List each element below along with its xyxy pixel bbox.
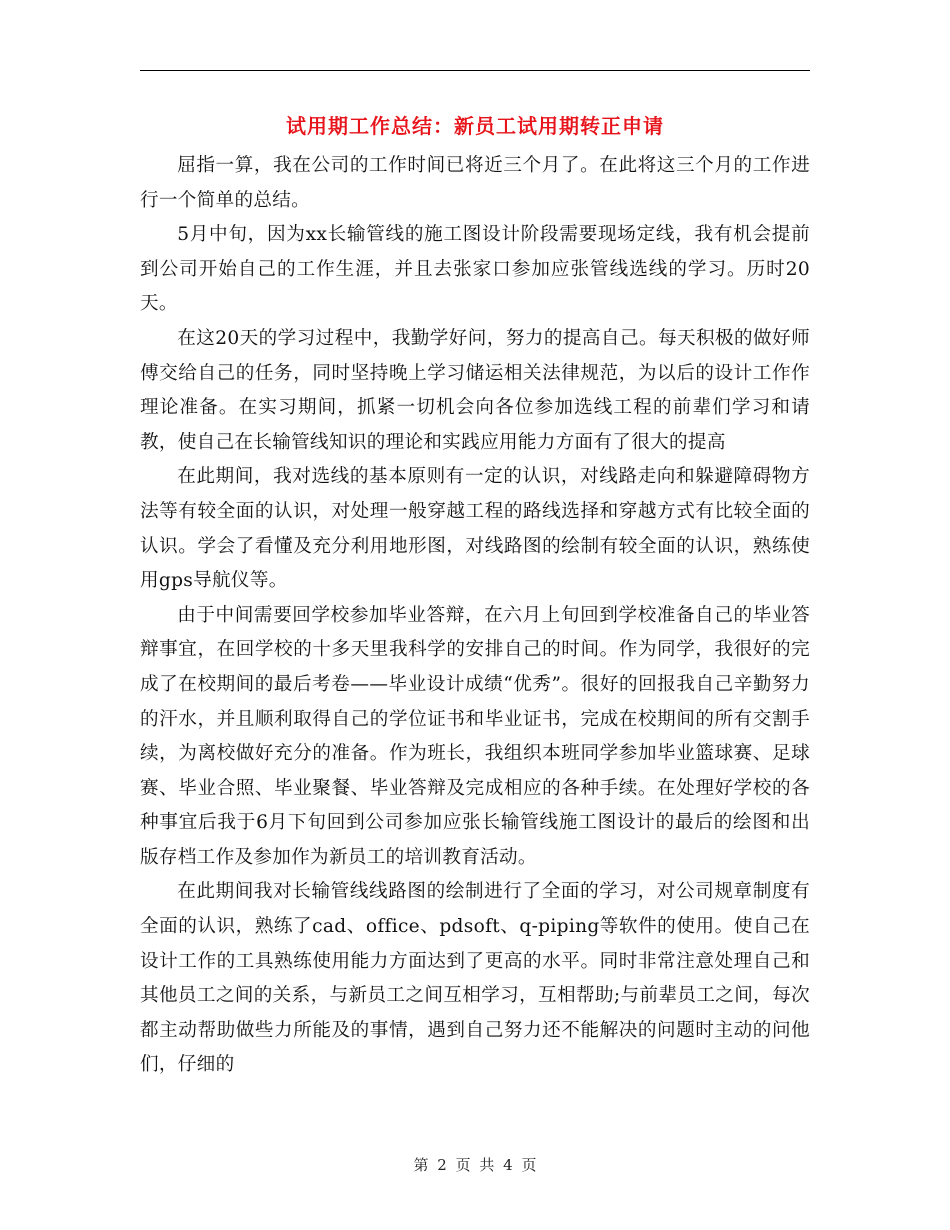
paragraph-3: 在这20天的学习过程中，我勤学好问，努力的提高自己。每天积极的做好师傅交给自己的任务，同时坚持晚上学习储运相关法律规范，为以后的设计工作作理论准备。在实习期间，抓紧一切机会向各位参加选线工程的前辈们学习和请教，使自己在长输管线知识的理论和实践应用能力方面有了很大的提高 bbox=[140, 327, 810, 453]
document-body bbox=[140, 149, 810, 1083]
paragraph-2: 5月中旬，因为xx长输管线的施工图设计阶段需要现场定线，我有机会提前到公司开始自己的工作生涯，并且去张家口参加应张管线选线的学习。历时20天。 bbox=[140, 224, 810, 315]
page-number-footer: 第 2 页 共 4 页 bbox=[413, 1156, 537, 1174]
document-title: 试用期工作总结：新员工试用期转正申请 bbox=[286, 114, 664, 138]
paragraph-5: 由于中间需要回学校参加毕业答辩，在六月上旬回到学校准备自己的毕业答辩事宜，在回学校的十多天里我科学的安排自己的时间。作为同学，我很好的完成了在校期间的最后考卷——毕业设计成绩“优秀”。很好的回报我自己辛勤努力的汗水，并且顺利取得自己的学位证书和毕业证书，完成在校期间的所有交割手续，为离校做好充分的准备。作为班长，我组织本班同学参加毕业篮球赛、足球赛、毕业合照、毕业聚餐、毕业答辩及完成相应的各种手续。在处理好学校的各种事宜后我于6月下旬回到公司参加应张长输管线施工图设计的最后的绘图和出版存档工作及参加作为新员工的培训教育活动。 bbox=[140, 604, 810, 868]
paragraph-4: 在此期间，我对选线的基本原则有一定的认识，对线路走向和躲避障碍物方法等有较全面的认识，对处理一般穿越工程的路线选择和穿越方式有比较全面的认识。学会了看懂及充分利用地形图，对线路图的绘制有较全面的认识，熟练使用gps导航仪等。 bbox=[140, 466, 810, 592]
header-rule bbox=[140, 70, 810, 71]
paragraph-6: 在此期间我对长输管线线路图的绘制进行了全面的学习，对公司规章制度有全面的认识，熟练了cad、office、pdsoft、q-piping等软件的使用。使自己在设计工作的工具熟练使用能力方面达到了更高的水平。同时非常注意处理自己和其他员工之间的关系，与新员工之间互相学习，互相帮助;与前辈员工之间，每次都主动帮助做些力所能及的事情，遇到自己努力还不能解决的问题时主动的问他们，仔细的 bbox=[140, 881, 810, 1076]
paragraph-1: 屈指一算，我在公司的工作时间已将近三个月了。在此将这三个月的工作进行一个简单的总结。 bbox=[140, 155, 810, 211]
